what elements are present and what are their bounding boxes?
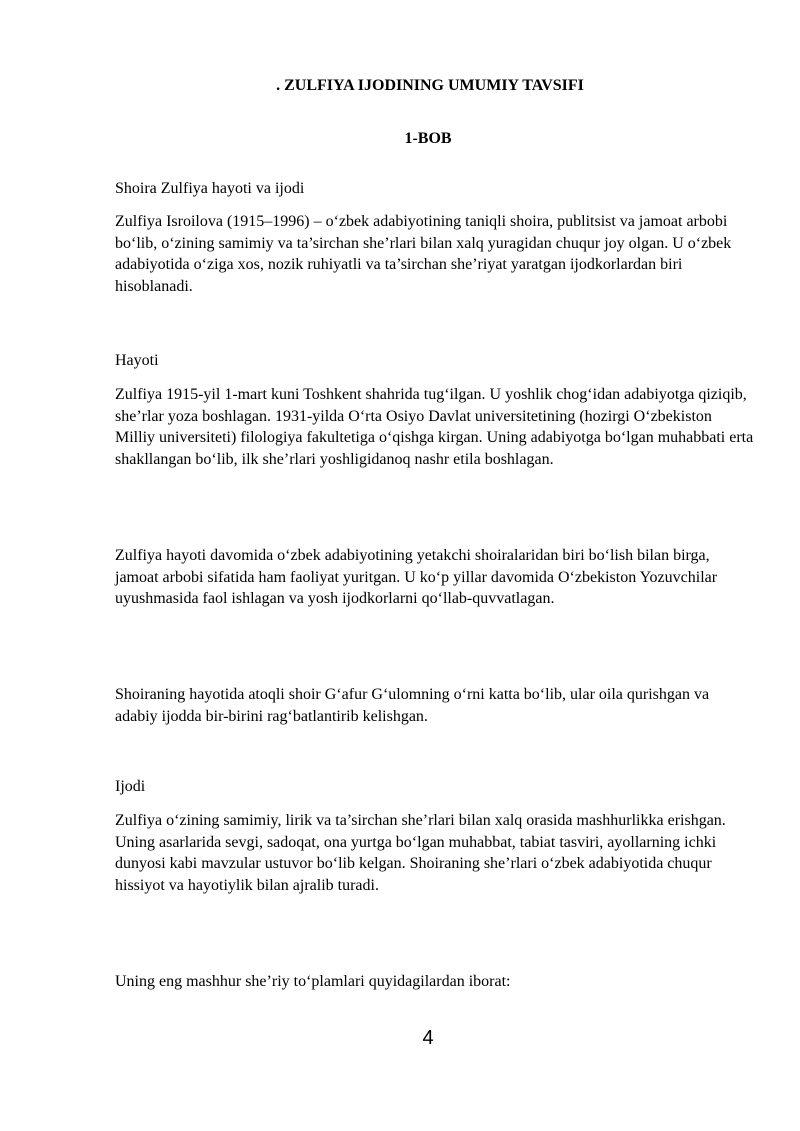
page-number: 4 [422,1027,434,1049]
life-paragraph-2: Zulfiya hayoti davomida o‘zbek adabiyotining yetakchi shoiralaridan biri bo‘lish bilan birga, jamoat arbobi sifatida ham faoliyat yuritgan. U ko‘p yillar davomida O‘zbekiston Yozuvchilar uyushmasida faol ishlagan va yosh ijodkorlarni qo‘llab-quvvatlagan. [115,547,718,607]
work-heading: Ijodi [115,778,146,795]
life-paragraph-1: Zulfiya 1915-yil 1-mart kuni Toshkent shahrida tug‘ilgan. U yoshlik chog‘idan adabiyotga qiziqib, she’rlar yoza boshlagan. 1931-yilda O‘rta Osiyo Davlat universitetining (hozirgi O‘zbekiston Milliy universiteti) filologiya fakultetiga o‘qishga kirgan. Uning adabiyotga bo‘lgan muhabbati erta shakllangan bo‘lib, ilk she’rlari yoshligidanoq nashr etila boshlagan. [115,386,754,468]
life-paragraph-3: Shoiraning hayotida atoqli shoir G‘afur G‘ulomning o‘rni katta bo‘lib, ular oila qurishgan va adabiy ijodda bir-birini rag‘batlantirib kelishgan. [115,686,710,725]
intro-paragraph: Zulfiya Isroilova (1915–1996) – o‘zbek adabiyotining taniqli shoira, publitsist va jamoat arbobi bo‘lib, o‘zining samimiy va ta’sirchan she’rlari bilan xalq yuragidan chuqur joy olgan. U o‘zbek adabiyotida o‘ziga xos, nozik ruhiyatli va ta’sirchan she’riyat yaratgan ijodkorlardan biri hisoblanadi. [115,213,732,295]
life-heading: Hayoti [115,352,159,369]
work-paragraph-2: Uning eng mashhur she’riy to‘plamlari quyidagilardan iborat: [115,973,511,990]
work-paragraph-1: Zulfiya o‘zining samimiy, lirik va ta’sirchan she’rlari bilan xalq orasida mashhurlikka erishgan. Uning asarlarida sevgi, sadoqat, ona yurtga bo‘lgan muhabbat, tabiat tasviri, ayollarning ichki dunyosi kabi mavzular ustuvor bo‘lib kelgan. Shoiraning she’rlari o‘zbek adabiyotida chuqur hissiyot va hayotiylik bilan ajralib turadi. [115,812,726,894]
section-heading: Shoira Zulfiya hayoti va ijodi [115,180,305,197]
document-title: . ZULFIYA IJODINING UMUMIY TAVSIFI [276,77,584,94]
chapter-title: 1-BOB [404,130,452,147]
